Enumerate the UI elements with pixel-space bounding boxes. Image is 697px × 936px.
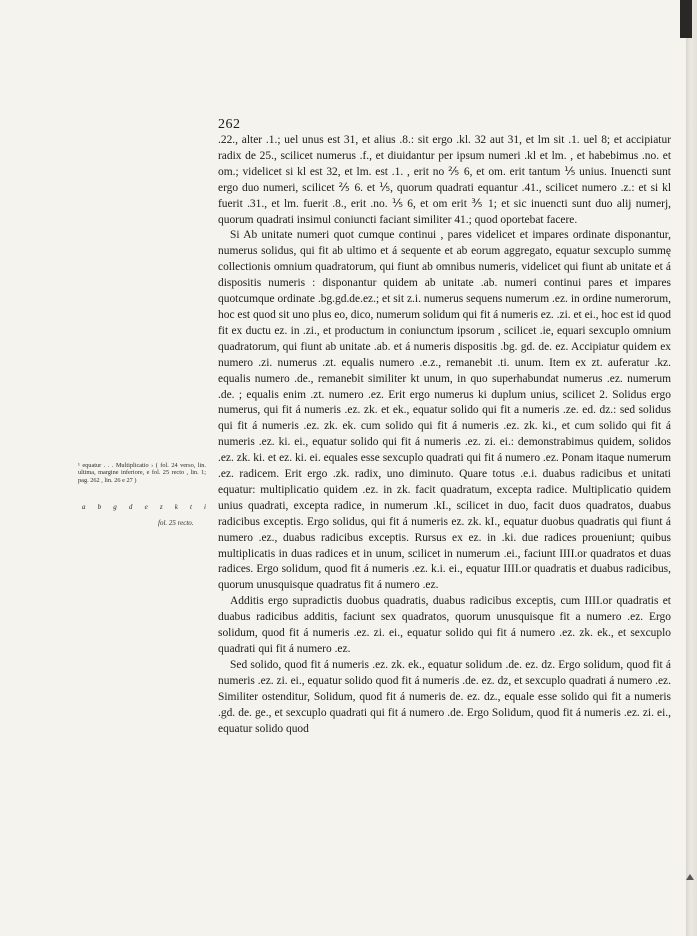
margin-letter: k [174,503,178,511]
page-edge-arrow-icon [686,874,694,880]
margin-letter: a [82,503,86,511]
margin-footnote: ¹ equatur . . . Multiplicatio › ( fol. 24 verso, lin. ultima, margine inferiore, e fol. 25 recto , lin. 1; pag. 262 , lin. 26 e 27 ) [78,462,206,484]
paragraph-2: Si Ab unitate numeri quot cumque continui , pares videlicet et impares ordinate disponantur, numerus solidus, qui fit ab ultimo et á sequente et ab eorum aggregato, equatur sexcuplo summę collectionis omnium quadratorum, qui fiunt ab omnibus numeris, videlicet qui fiunt ab unitate et á dispositis numeris : disponantur quidem ab unitate .ab. numeri continui pares et impares quotcumque ordinate .bg.gd.de.ez.; et sit z.i. numerus sequens numerum .ez. in ordine numerorum, hoc est quod sit uno plus eo, dico, numerum solidum qui fit á numeris ez. .zi. et ei., hoc est id quod fit ex ductu ez. in .zi., et productum in coniunctum ipsorum , scilicet .ie, equari sexcuplo omnium quadratorum, qui fiunt ab unitate .ab. et á numeris dispositis .bg. gd. de. ez. Accipiatur quidem ex numero .zi. numerus .zt. equalis numero .e.z., remanebit .ti. unum. Item ex zt. auferatur .kz. equalis numero .de., remanebit similiter kt unum, in quo superhabundat numerus .ez. numerum .de. ; equalis enim .zt. numero .ez. Erit ergo numerus ki duplum unius, scilicet 2. Solidus ergo numerus, qui fit á numeris .ez. zk. et ek., equatur solido qui fit a numeris .ze. ed. dz.: sed solidus qui fit á numeris .ez. zk. ek. cum solido qui fit á numeris .ez. zk. ki., et cum solido qui fit á numeris .ez. ki. ei., equatur solido qui fit á numeris .ez. zi. ei.: demonstrabimus quidem, solidos .ez. zk. ki. et ez. ki. ei. equales esse sexcuplo quadrati qui fit á numero .ez. Ponam itaque numerum .ez. radicem. Erit ergo .zk. radix, uno diminuto. Quare totus .e.i. duabus radicibus et unitati equatur: multiplicatio quidem .ez. in zk. facit quadratum, excepta radice. Multiplicatio quidem unius quadrati, excepta radice, in numerum .kI., scilicet in duo, facit duos quadratos, duabus radicibus exceptis. Ergo solidus, qui fit á numeris ez. zk. kI., equatur duobus quadratis qui fiunt á numero .ez., duabus radicibus exceptis. Rursus ex ez. in .ki. due radices proueniunt; quibus multiplicatis in duas radices et in unum, scilicet in numerum .ei., faciunt IIII.or quadratos et duas radices. Ergo solidum, quod fit á numeris .ez. k.i. ei., equatur IIII.or quadratis et duabus radicibus, quorum unusquisque quadratus fit á numero .ez. [218,229,671,592]
margin-letter: e [144,503,148,511]
page-number: 262 [218,117,241,132]
paragraph-1: .22., alter .1.; uel unus est 31, et alius .8.: sit ergo .kl. 32 aut 31, et lm sit .1. uel 8; et accipiatur radix de 25., scilicet numerus .f., et diuidantur per ipsum numeri .kl et lm. , et habebimus .no. et om.; videlicet si kl est 32, et lm. est .1. , erit no ⅖ 6, et om. erit tantum ⅕ unius. Inuencti sunt ergo duo numeri, scilicet ⅖ 6. et ⅕, quorum quadrati equantur .41., scilicet numero .z.: et si kl fuerit .31., et lm. fuerit .8., erit .no. ⅕ 6, et om erit ⅗ 1; et sic inuencti sunt duo alij numerj, quorum quadrati insimul coniuncti faciant similiter 41.; quod oportebat facere. [218,134,671,226]
margin-letter: i [204,503,206,511]
margin-letter: t [189,503,192,511]
folio-reference: fol. 25 recto. [158,519,194,527]
binding-tab [680,0,692,38]
margin-letter: g [113,503,117,511]
main-text [218,133,671,737]
paragraph-3: Additis ergo supradictis duobus quadratis, duabus radicibus exceptis, cum IIII.or quadratis et duabus radicibus additis, faciunt sex quadratos, quorum unusquisque fit a numero .ez. Ergo solidum, quod fit á numeris .ez. zi. ei., equatur solido qui fit á numero .ez. zk. ek., et sexcuplo quadrati qui fit á numero .ez. [218,595,671,655]
margin-letter: b [97,503,102,511]
margin-letter-sequence [82,503,206,511]
margin-letter: z [159,503,163,511]
margin-letter: d [128,503,133,511]
page-edge [686,0,697,936]
paragraph-4: Sed solido, quod fit á numeris .ez. zk. ek., equatur solidum .de. ez. dz. Ergo solidum, quod fit á numeris .ez. zi. ei., equatur solido quod fit á numeris .de. ez. dz, et sexcuplo quadrati á numero .ez. Similiter ostenditur, Solidum, quod fit á numeris de. ez. dz., equale esse solido qui fit a numeris .gd. de. ge., et sexcuplo quadrati qui fit á numero .de. Ergo Solidum, quod fit á numeris .ez. zi. ei., equatur solido quod [218,658,671,735]
